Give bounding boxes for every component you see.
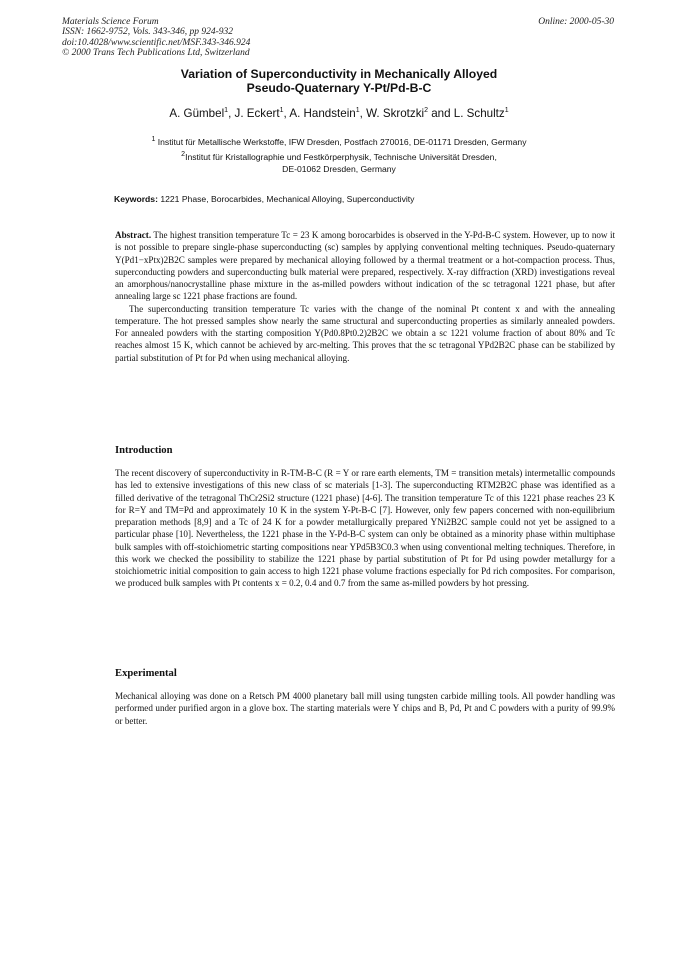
section-heading-introduction: Introduction [115,445,173,456]
author-affil-mark: 2 [424,107,428,115]
issn-line: ISSN: 1662-9752, Vols. 343-346, pp 924-932 [62,27,233,38]
doi-line[interactable]: doi:10.4028/www.scientific.net/MSF.343-346.924 [62,37,251,48]
author-affil-mark: 1 [279,107,284,115]
author-name: L. Schultz [453,107,505,120]
author-affil-mark: 1 [504,107,509,115]
author-affil-mark: 1 [355,107,360,115]
author-separator: , [359,107,367,120]
paper-title [0,67,678,95]
keywords-text: 1221 Phase, Borocarbides, Mechanical Alloying, Superconductivity [157,194,415,204]
experimental-paragraph: Mechanical alloying was done on a Retsch PM 4000 planetary ball mill using tungsten carbide milling tools. All powder handling was performed under purified argon in a glove box. The starting materials were Y chips and B, Pd, Pt and C powders with a purity of 99.9% or better. [115,691,615,726]
copyright-line: © 2000 Trans Tech Publications Ltd, Switzerland [62,47,250,58]
section-heading-experimental: Experimental [115,668,177,679]
author-list [0,107,678,120]
title-line-1: Variation of Superconductivity in Mechanically Alloyed [180,67,498,81]
keywords-label: Keywords: [114,194,158,204]
abstract-text-1: The highest transition temperature Tc = 23 K among borocarbides is observed in the Y-Pd-B-C system. However, up to now it is not possible to prepare single-phase superconducting (sc) samples by applying conventional melting techniques. Pseudo-quaternary Y(Pd1−xPtx)2B2C samples were prepared by mechanical alloying followed by a thermal treatment or a hot-compaction process. Thus, superconducting powders and superconducting bulk material were prepared, respectively. X-ray diffraction (XRD) investigations reveal an amorphous/nanocrystalline phase mixture in the as-milled powders without indication of the sc tetragonal 1221 phase, but after annealing large sc 1221 phase fractions are found. [115,230,615,302]
author-and: and [427,107,454,120]
author-name: A. Gümbel [169,107,225,120]
abstract [115,229,615,364]
affiliation-text: Institut für Metallische Werkstoffe, IFW Dresden, Postfach 270016, DE-01171 Dresden, Germany [157,137,527,147]
author-affil-mark: 1 [224,107,229,115]
journal-name: Materials Science Forum [62,17,159,27]
abstract-label: Abstract. [115,230,152,240]
affiliation-text: Institut für Kristallographie und Festkörperphysik, Technische Universität Dresden, [185,152,497,162]
author-separator: , [228,107,235,120]
abstract-paragraph-2: The superconducting transition temperature Tc varies with the change of the nominal Pt content x and with the annealing temperature. The hot pressed samples show nearly the same structural and superconducting properties as similarly annealed powders. For annealed powders with the starting composition Y(Pd0.8Pt0.2)2B2C we obtain a sc 1221 volume fraction of about 80% and Tc reaches almost 15 K, which cannot be achieved by arc-melting. This proves that the sc tetragonal YPd2B2C phase can be stabilized by partial substitution of Pt for Pd when using mechanical alloying. [115,303,615,363]
introduction-text [115,467,615,590]
affiliation-2 [0,151,678,175]
author-separator: , [283,107,290,120]
author-name: W. Skrotzki [366,107,425,120]
affiliation-text-2: DE-01062 Dresden, Germany [282,164,396,174]
online-date: Online: 2000-05-30 [538,17,614,27]
author-name: J. Eckert [234,107,280,120]
journal-header [62,17,250,58]
author-name: A. Handstein [289,107,356,120]
experimental-text [115,690,615,727]
keywords [114,194,414,204]
title-line-2: Pseudo-Quaternary Y-Pt/Pd-B-C [246,81,432,95]
affiliation-mark: 1 [151,136,156,144]
affiliation-mark: 2 [181,151,186,159]
introduction-paragraph: The recent discovery of superconductivity in R-TM-B-C (R = Y or rare earth elements, TM = transition metals) intermetallic compounds has led to extensive investigations of this new class of sc materials [1-3]. The superconducting RTM2B2C phase was identified as a filled derivative of the tetragonal ThCr2Si2 structure (1221 phase) [4-6]. The transition temperature Tc of this 1221 phase reaches 23 K for R=Y and TM=Pd and approximately 10 K in the system Y-Pt-B-C [7]. However, only few papers concerned with non-equilibrium preparation methods [8,9] and a Tc of 24 K for a powder metallurgically prepared YNi2B2C sample could not yet be assigned to a particular phase [10]. Nevertheless, the 1221 phase in the Y-Pd-B-C system can only be obtained as a minority phase within multiphase bulk samples with off-stoichiometric starting compositions near YPd5B3C0.3 when using conventional melting techniques. Therefore, in this work we checked the possibility to stabilize the 1221 phase by partial substitution of Pt for Pd using powder metallurgy for a stoichiometric initial composition to gain access to high 1221 phase volume fractions especially for Pd rich composites. For comparison, we produced bulk samples with Pt contents x = 0.2, 0.4 and 0.7 from the same as-milled powders by hot pressing. [115,468,615,589]
abstract-paragraph-1 [115,229,615,303]
affiliation-1 [0,136,678,148]
